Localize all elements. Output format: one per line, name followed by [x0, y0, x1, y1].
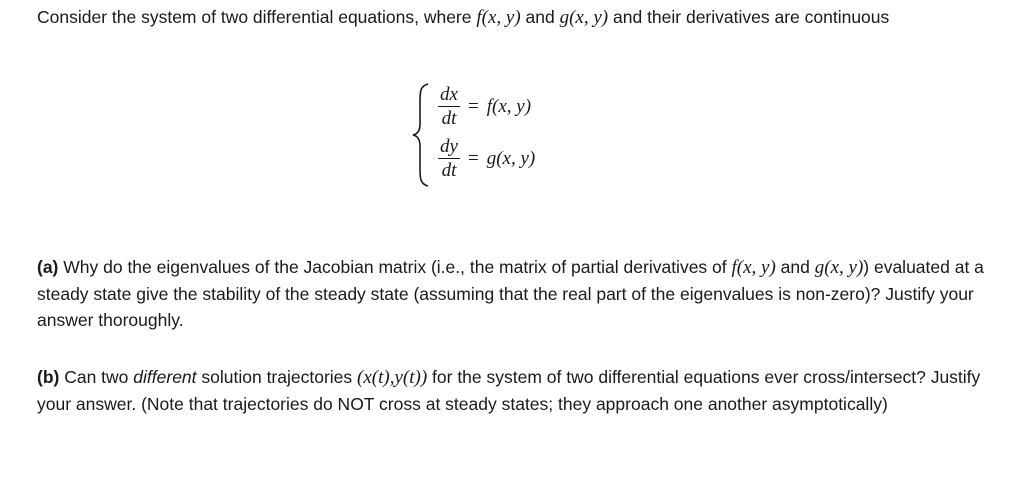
part-a-g-xy: g(x, y) [814, 257, 864, 278]
part-a-text-2: and [775, 257, 815, 277]
part-a-text-3: ) evaluated at a steady state give the stability of the steady state (assuming that the real part of the eigenvalues is non-zero)? Justify your answer thoroughly. [37, 257, 984, 330]
part-a-label: (a) [37, 257, 59, 277]
fraction-bar [438, 158, 460, 159]
part-b-trajectory: (x(t),y(t)) [357, 367, 428, 388]
intro-g-xy: g(x, y) [559, 7, 609, 28]
part-b-text-1: Can two [59, 367, 134, 387]
numerator-dx: dx [440, 84, 458, 105]
part-b-emphasis: different [133, 367, 197, 387]
equation-dx-dt [438, 84, 531, 129]
question-part-a [37, 254, 997, 333]
rhs-g-xy: g(x, y) [486, 147, 536, 169]
fraction-dx-dt [438, 84, 460, 129]
equals-sign: = [468, 95, 479, 117]
fraction-bar [438, 106, 460, 107]
part-a-f-xy: f(x, y) [731, 257, 776, 278]
intro-text-2: and [520, 7, 560, 27]
fraction-dy-dt [438, 136, 460, 181]
part-b-text-3: for the system of two differential equations ever cross/intersect? Justify your answer. (Note that trajectories do NOT cross at steady states; they approach one another asymptotically) [37, 367, 981, 414]
intro-paragraph [37, 4, 997, 31]
intro-f-xy: f(x, y) [476, 7, 521, 28]
numerator-dy: dy [440, 136, 458, 157]
rhs-f-xy: f(x, y) [486, 95, 532, 117]
denominator-dt: dt [441, 108, 457, 129]
intro-text-3: and their derivatives are continuous [608, 7, 890, 27]
part-b-label: (b) [37, 367, 60, 387]
left-brace-icon [410, 80, 432, 190]
equals-sign: = [468, 147, 479, 169]
equation-system [410, 80, 630, 190]
denominator-dt: dt [441, 160, 457, 181]
question-part-b [37, 364, 997, 417]
equation-dy-dt [438, 136, 535, 181]
intro-text-1: Consider the system of two differential equations, where [37, 7, 477, 27]
part-a-text-1: Why do the eigenvalues of the Jacobian matrix (i.e., the matrix of partial derivatives of [58, 257, 732, 277]
part-b-text-2: solution trajectories [196, 367, 358, 387]
